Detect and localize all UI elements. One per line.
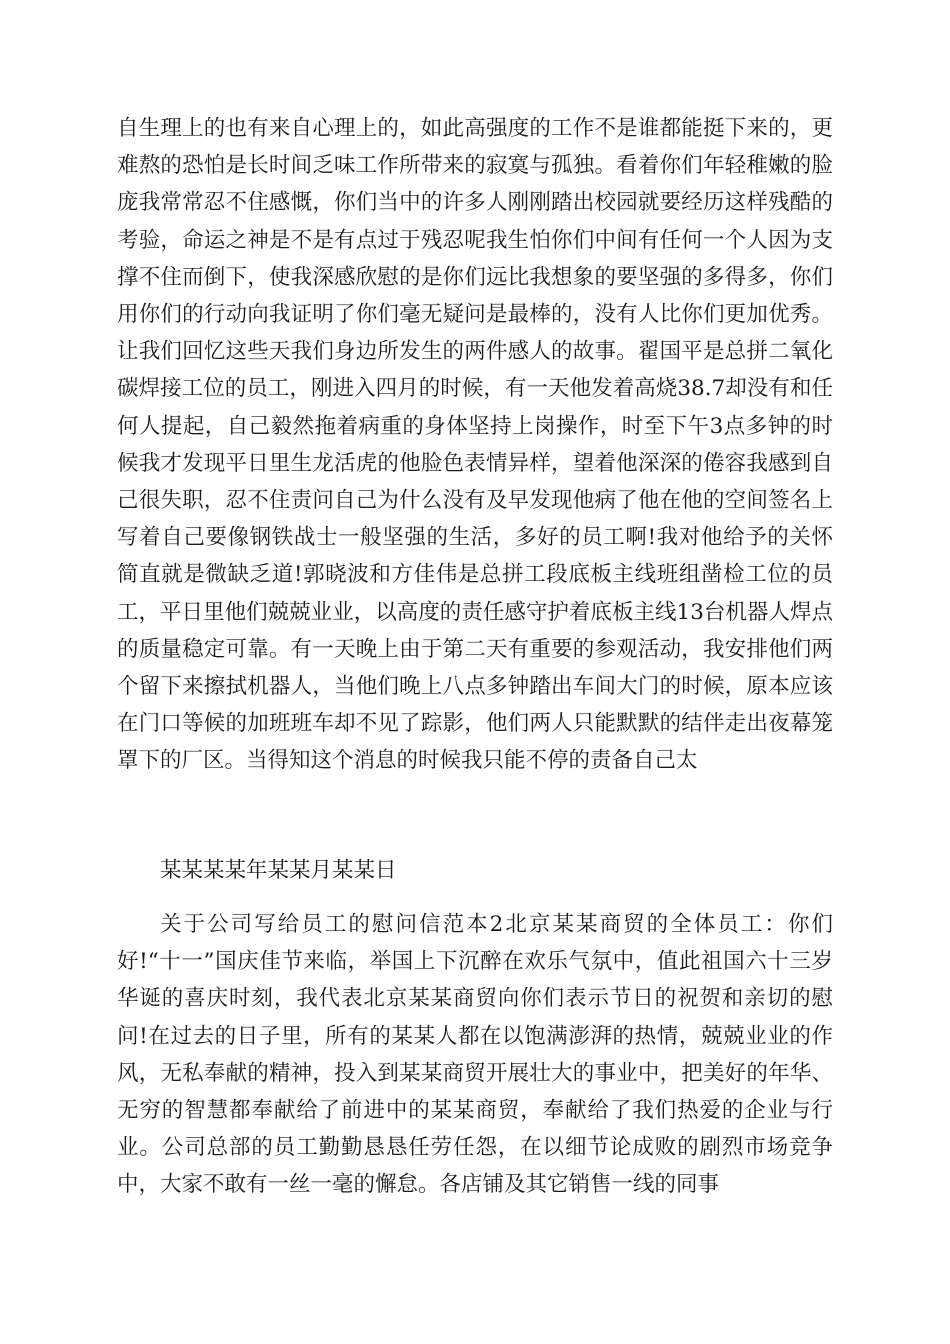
date-line: 某某某某年某某月某某日: [160, 858, 397, 883]
body-paragraph-story: 自生理上的也有来自心理上的，如此高强度的工作不是谁都能挺下来的，更难熬的恐怕是长时间乏味工作所带来的寂寞与孤独。看着你们年轻稚嫩的脸庞我常常忍不住感慨，你们当中的许多人刚刚踏出校园就要经历这样残酷的考验，命运之神是不是有点过于残忍呢我生怕你们中间有任何一个人因为支撑不住而倒下，使我深感欣慰的是你们远比我想象的要坚强的多得多，你们用你们的行动向我证明了你们毫无疑问是最棒的，没有人比你们更加优秀。让我们回忆这些天我们身边所发生的两件感人的故事。翟国平是总拼二氧化碳焊接工位的员工，刚进入四月的时候，有一天他发着高烧38.7却没有和任何人提起，自己毅然拖着病重的身体坚持上岗操作，时至下午3点多钟的时候我才发现平日里生龙活虎的他脸色表情异样，望着他深深的倦容我感到自己很失职，忍不住责问自己为什么没有及早发现他病了他在他的空间签名上写着自己要像钢铁战士一般坚强的生活，多好的员工啊!我对他给予的关怀简直就是微缺乏道!郭晓波和方佳伟是总拼工段底板主线班组凿检工位的员工，平日里他们兢兢业业，以高度的责任感守护着底板主线13台机器人焊点的质量稳定可靠。有一天晚上由于第二天有重要的参观活动，我安排他们两个留下来擦拭机器人，当他们晚上八点多钟踏出车间大门的时候，原本应该在门口等候的加班班车却不见了踪影，他们两人只能默默的结伴走出夜幕笼罩下的厂区。当得知这个消息的时候我只能不停的责备自己太: [117, 116, 833, 774]
body-paragraph-letter: 关于公司写给员工的慰问信范本2北京某某商贸的全体员工：你们好!“十一”国庆佳节来临，举国上下沉醉在欢乐气氛中，值此祖国六十三岁华诞的喜庆时刻，我代表北京某某商贸向你们表示节日的祝贺和亲切的慰问!在过去的日子里，所有的某某人都在以饱满澎湃的热情，兢兢业业的作风，无私奉献的精神，投入到某某商贸开展壮大的事业中，把美好的年华、无穷的智慧都奉献给了前进中的某某商贸，奉献给了我们热爱的企业与行业。公司总部的员工勤勤恳恳任劳任怨，在以细节论成败的剧烈市场竞争中，大家不敢有一丝一毫的懈怠。各店铺及其它销售一线的同事: [117, 912, 833, 1198]
